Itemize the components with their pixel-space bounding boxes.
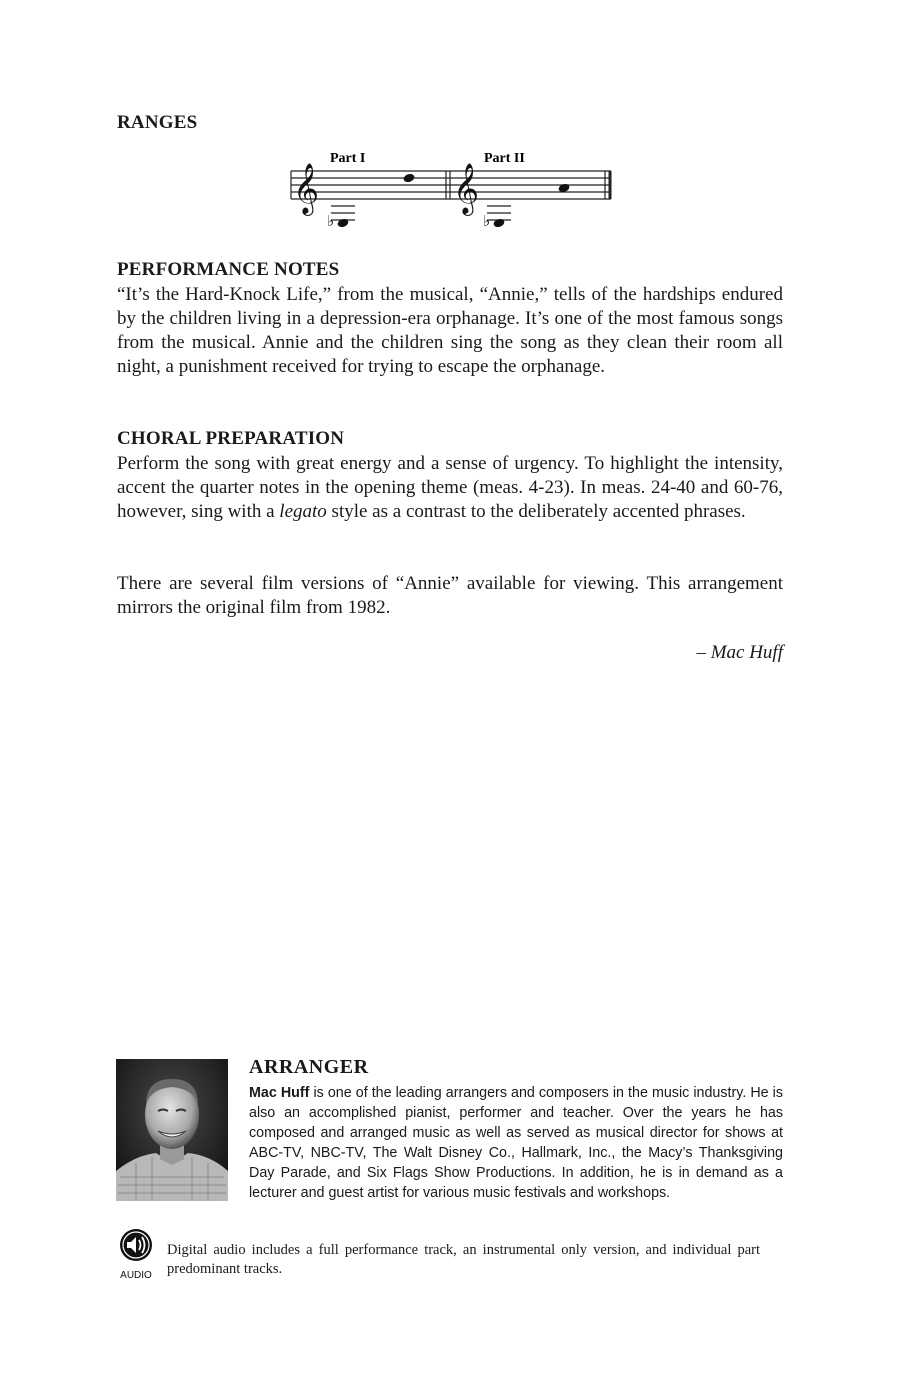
part1-low-note — [327, 206, 355, 230]
ranges-staff — [285, 146, 615, 236]
ranges-staff-svg — [285, 146, 615, 236]
ranges-heading: RANGES — [117, 112, 198, 133]
choral-preparation-heading: CHORAL PREPARATION — [117, 428, 345, 449]
choral-text-part1: Perform the song with great energy and a sense of urgency. To highlight the intensity, accent the quarter notes in the opening theme (meas. 4-23). In meas. 24-40 and 60-76, however, sing with a — [117, 453, 783, 522]
arranger-bio — [249, 1083, 783, 1203]
part2-low-note — [483, 206, 511, 230]
choral-preparation-text — [117, 452, 783, 524]
audio-badge-label: AUDIO — [120, 1270, 152, 1281]
performance-notes-text: “It’s the Hard-Knock Life,” from the musical, “Annie,” tells of the hardships endured by the children living in a depression-era orphanage. It’s one of the most famous songs from the musical. Annie and the children sing the song as they clean their room all night, a punishment received for trying to escape the orphanage. — [117, 284, 783, 377]
part2-label: Part II — [484, 151, 525, 166]
audio-note: Digital audio includes a full performance track, an instrumental only version, and individual part predominant tracks. — [167, 1242, 760, 1277]
arranger-bio-text: is one of the leading arrangers and composers in the music industry. He is also an accomplished pianist, performer and teacher. Over the years he has composed and arranged music as well as served as musical director for shows at ABC-TV, NBC-TV, The Walt Disney Co., Hallmark, Inc., the Macy’s Thanksgiving Day Parade, and Six Flags Show Productions. In addition, he is in demand as a lecturer and guest artist for various music festivals and workshops. — [249, 1085, 783, 1201]
treble-clef-icon-2: 𝄞 — [453, 163, 480, 214]
treble-clef-icon-1: 𝄞 — [293, 163, 320, 214]
arranger-portrait-icon — [116, 1059, 228, 1201]
audio-badge — [115, 1227, 159, 1283]
arranger-heading: ARRANGER — [249, 1056, 369, 1078]
svg-text:♭: ♭ — [327, 212, 335, 230]
performance-notes-heading: PERFORMANCE NOTES — [117, 259, 340, 280]
arranger-photo — [116, 1059, 228, 1201]
part1-high-note — [403, 173, 416, 184]
choral-text-italic: legato — [279, 501, 327, 522]
speaker-icon — [115, 1227, 159, 1283]
signature: – Mac Huff — [696, 642, 783, 663]
arranger-name: Mac Huff — [249, 1085, 310, 1101]
choral-text-part2: style as a contrast to the deliberately accented phrases. — [326, 501, 746, 522]
film-versions-note: There are several film versions of “Annie” available for viewing. This arrangement mirrors the original film from 1982. — [117, 573, 783, 618]
part1-label: Part I — [330, 151, 366, 166]
svg-text:♭: ♭ — [483, 212, 491, 230]
